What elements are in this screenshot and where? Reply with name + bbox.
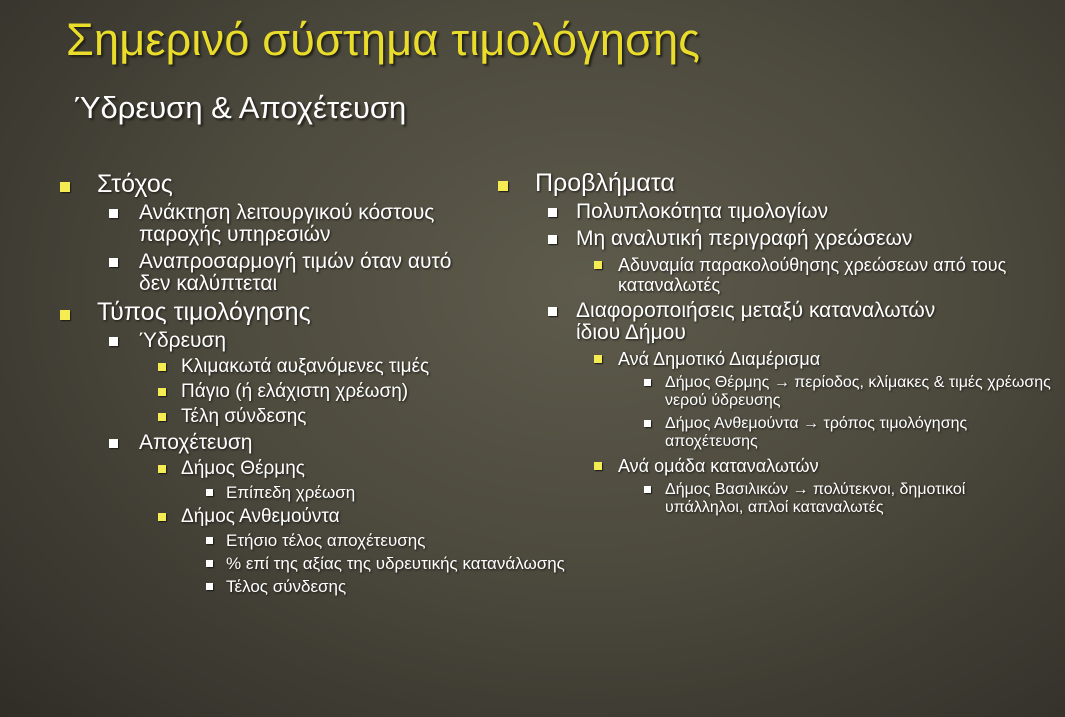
bullet-item [60, 459, 480, 479]
bullet-text: Ανάκτηση λειτουργικού κόστους παροχής υπηρεσιών [139, 201, 435, 246]
bullet-text: Αδυναμία παρακολούθησης χρεώσεων από τους καταναλωτές [618, 255, 1007, 295]
bullet-text: % επί της αξίας της υδρευτικής κατανάλωσης [226, 554, 565, 573]
square-bullet-icon [594, 462, 602, 470]
bullet-item [60, 532, 480, 550]
bullet-item [60, 300, 480, 324]
square-bullet-icon [60, 182, 70, 192]
square-bullet-icon [109, 337, 118, 346]
bullet-item [498, 255, 1018, 295]
bullet-item [60, 507, 480, 527]
bullet-text: Ετήσιο τέλος αποχέτευσης [226, 531, 426, 550]
square-bullet-icon [548, 307, 557, 316]
square-bullet-icon [158, 465, 166, 473]
square-bullet-icon [109, 439, 118, 448]
square-bullet-icon [109, 258, 118, 267]
bullet-item [60, 432, 480, 454]
square-bullet-icon [644, 420, 651, 427]
bullet-text: Ανά ομάδα καταναλωτών [618, 456, 819, 476]
square-bullet-icon [206, 489, 213, 496]
bullet-item [60, 330, 480, 352]
bullet-item [498, 374, 1065, 410]
bullet-text: Δήμος Ανθεμούντα → τρόπος τιμολόγησης αποχέτευσης [665, 415, 968, 450]
bullet-text: Δήμος Ανθεμούντα [181, 506, 340, 527]
bullet-item [60, 578, 480, 596]
bullet-text: Κλιμακωτά αυξανόμενες τιμές [181, 356, 430, 377]
square-bullet-icon [644, 486, 651, 493]
square-bullet-icon [206, 537, 213, 544]
bullet-text: Πάγιο (ή ελάχιστη χρέωση) [181, 381, 409, 402]
left-column [60, 170, 565, 601]
bullet-text: Δήμος Θέρμης → περίοδος, κλίμακες & τιμές χρέωσης νερού ύδρευσης [665, 374, 1051, 409]
bullet-text: Μη αναλυτική περιγραφή χρεώσεων [576, 227, 913, 250]
bullet-item [498, 201, 938, 223]
square-bullet-icon [548, 235, 557, 244]
bullet-item [60, 172, 480, 196]
square-bullet-icon [594, 355, 602, 363]
bullet-text: Πολυπλοκότητα τιμολογίων [576, 200, 829, 223]
bullet-item [60, 407, 480, 427]
bullet-text: Τύπος τιμολόγησης [97, 298, 311, 326]
square-bullet-icon [158, 363, 166, 371]
bullet-item [60, 251, 469, 295]
bullet-item [498, 228, 926, 250]
square-bullet-icon [158, 413, 166, 421]
square-bullet-icon [206, 583, 213, 590]
square-bullet-icon [594, 261, 602, 269]
bullet-text: Ανά Δημοτικό Διαμέρισμα [618, 349, 821, 369]
square-bullet-icon [548, 208, 557, 217]
bullet-item [498, 456, 938, 476]
bullet-text: Προβλήματα [535, 169, 675, 197]
bullet-item [498, 415, 1015, 451]
square-bullet-icon [498, 181, 508, 191]
bullet-text: Διαφοροποιήσεις μεταξύ καταναλωτών ίδιου Δήμου [576, 299, 936, 344]
square-bullet-icon [158, 513, 166, 521]
bullet-item [60, 382, 480, 402]
square-bullet-icon [60, 310, 70, 320]
square-bullet-icon [644, 379, 651, 386]
bullet-item [60, 357, 480, 377]
slide-title: Σημερινό σύστημα τιμολόγησης [66, 14, 701, 65]
bullet-item [498, 349, 938, 369]
right-column [498, 169, 1051, 522]
bullet-item [60, 202, 469, 246]
bullet-item [498, 171, 938, 195]
bullet-text: Τέλη σύνδεσης [181, 406, 307, 427]
square-bullet-icon [109, 209, 118, 218]
bullet-text: Δήμος Βασιλικών → πολύτεκνοι, δημοτικοί υπάλληλοι, απλοί καταναλωτές [665, 481, 966, 516]
square-bullet-icon [206, 560, 213, 567]
bullet-text: Δήμος Θέρμης [181, 458, 305, 479]
bullet-text: Επίπεδη χρέωση [226, 483, 356, 502]
square-bullet-icon [158, 388, 166, 396]
bullet-text: Ύδρευση [139, 329, 227, 352]
bullet-text: Στόχος [97, 170, 173, 198]
bullet-item [60, 555, 616, 573]
bullet-item [498, 481, 1025, 517]
bullet-text: Αναπροσαρμογή τιμών όταν αυτό δεν καλύπτεται [139, 250, 452, 295]
slide-subtitle: Ύδρευση & Αποχέτευση [74, 90, 407, 125]
bullet-text: Αποχέτευση [139, 431, 253, 454]
bullet-item [498, 300, 936, 344]
bullet-item [60, 484, 480, 502]
bullet-text: Τέλος σύνδεσης [226, 577, 347, 596]
